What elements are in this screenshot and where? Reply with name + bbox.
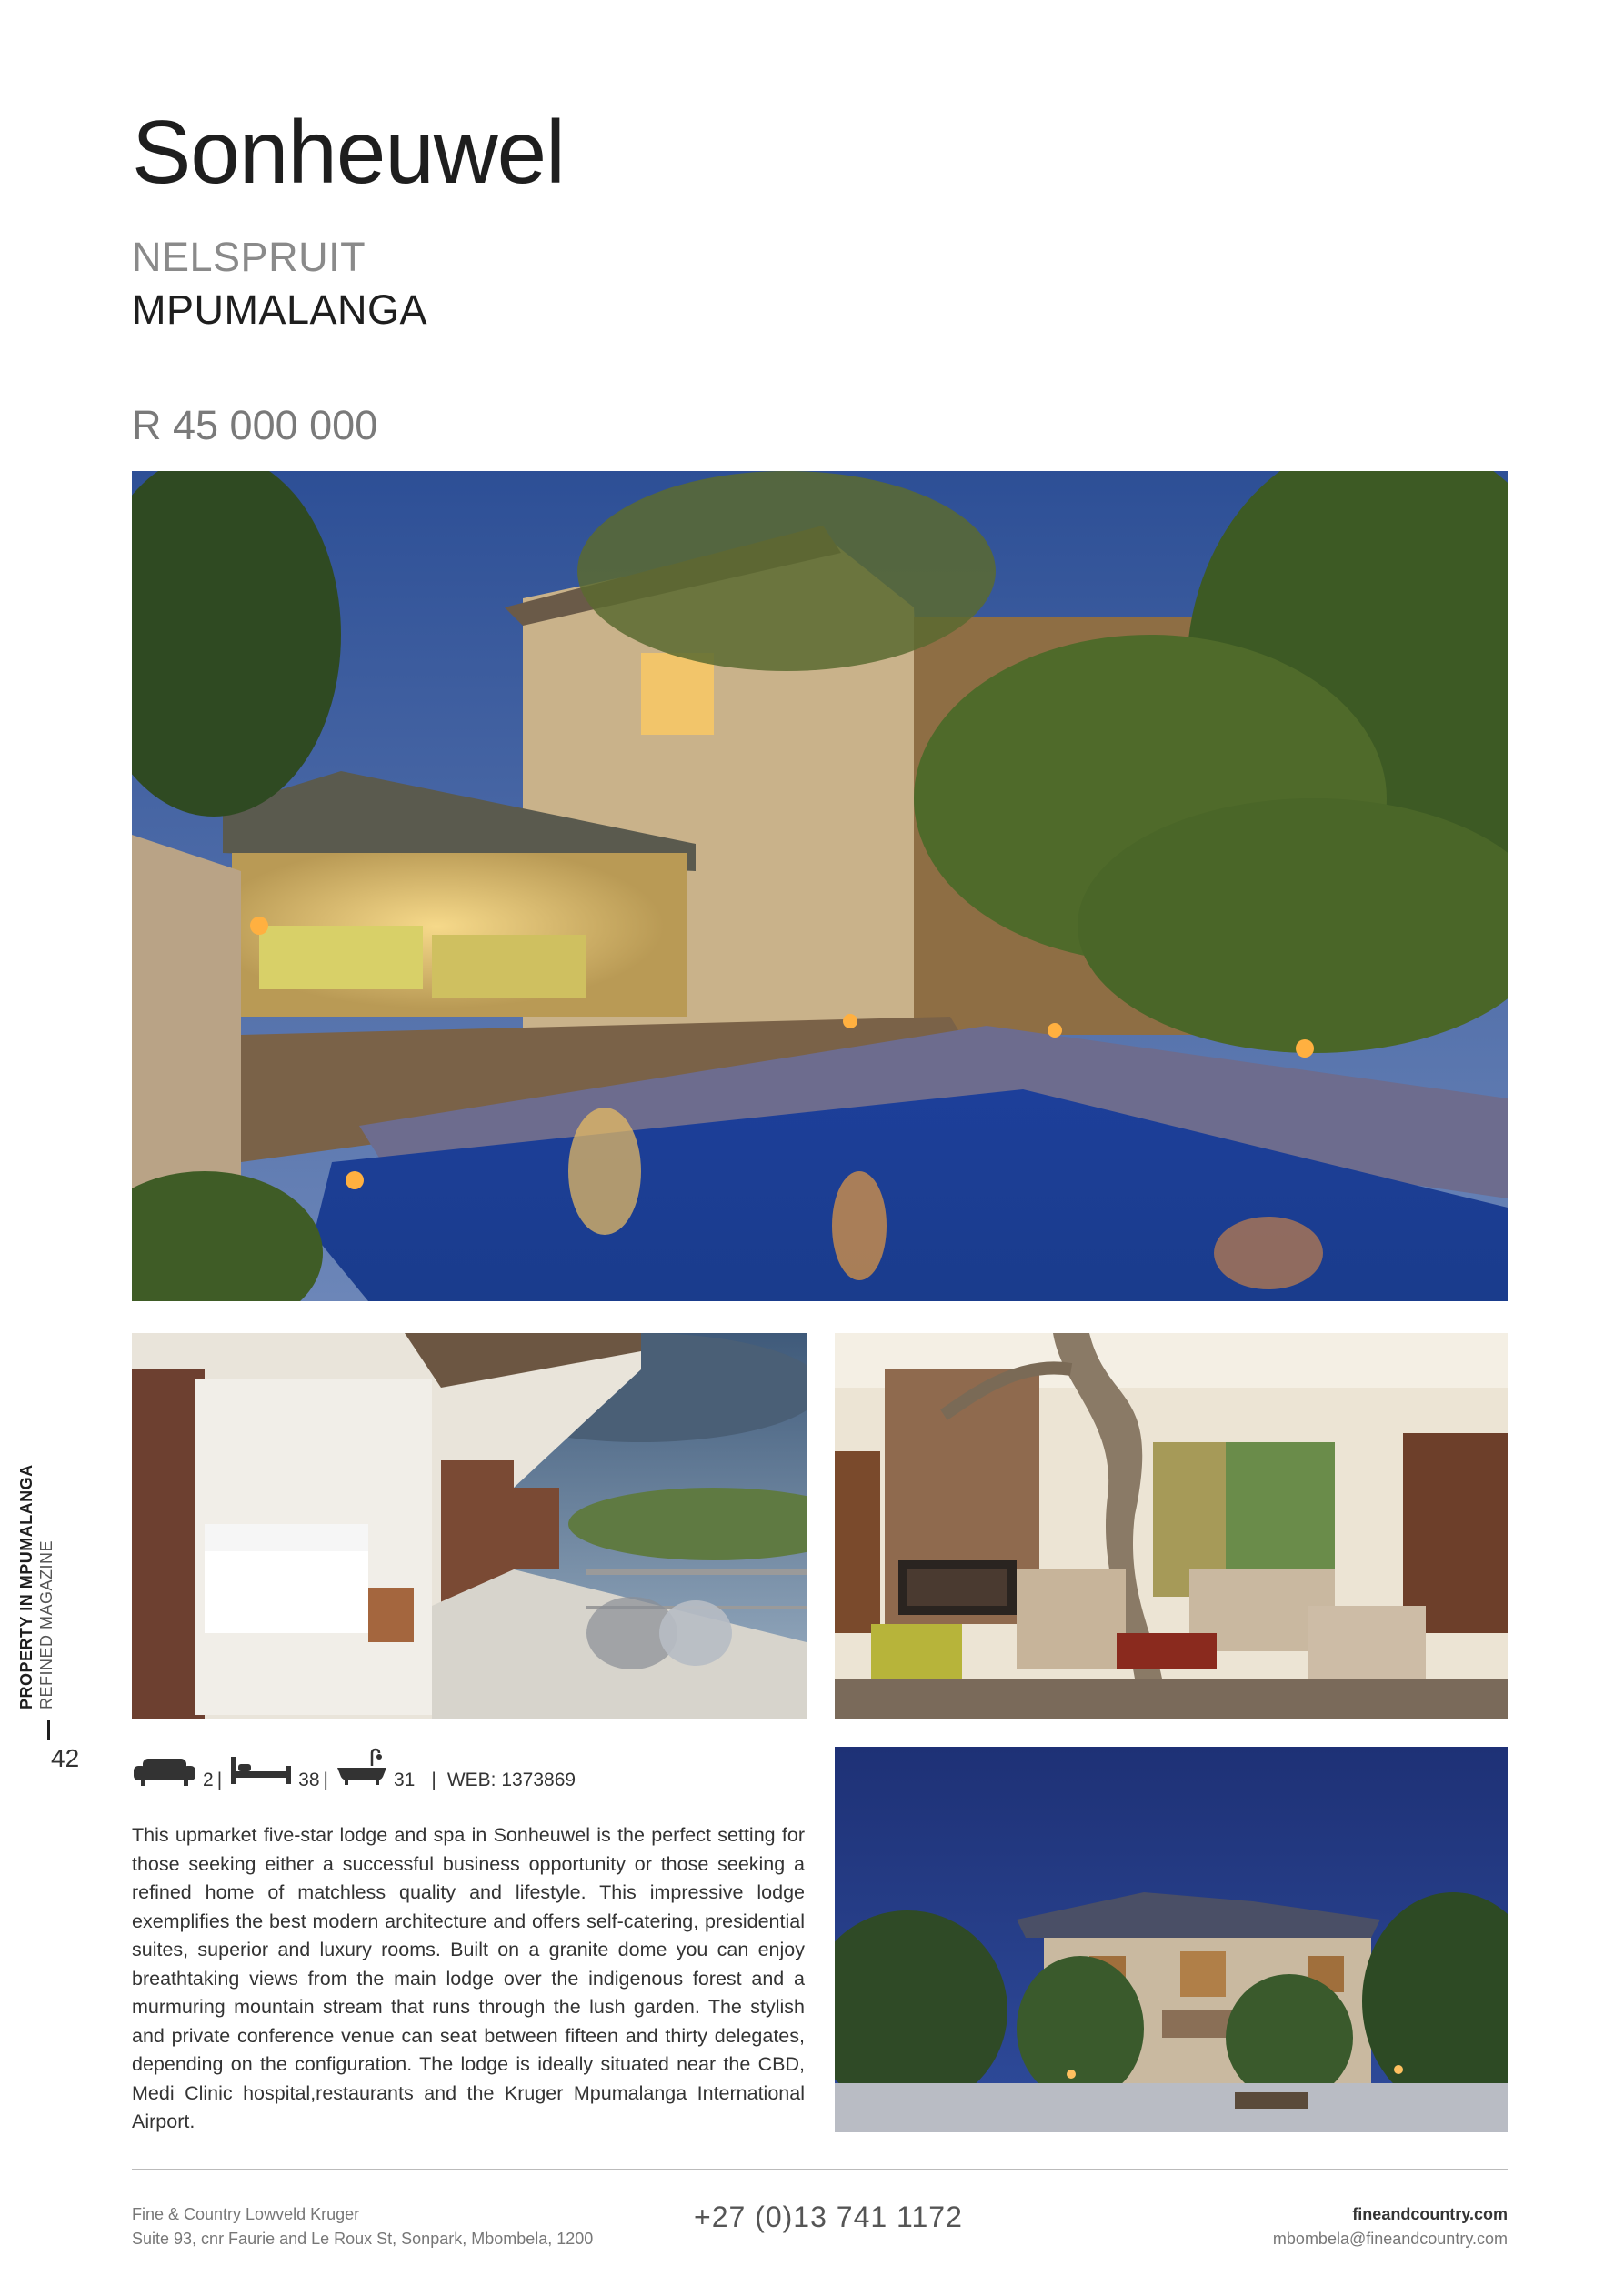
property-description: This upmarket five-star lodge and spa in Sonheuwel is the perfect setting for those seeking either a successful business opportunity or those seeking a refined home of matchless quality and lifestyle. This impressive lodge exemplifies the best modern architecture and offers self-catering, presidential suites, superior and luxury rooms. Built on a granite dome you can enjoy breathtaking views from the main lodge over the indigenous forest and a murmuring mountain stream that runs through the lush garden. The stylish and private conference venue can seat between fifteen and thirty delegates, depending on the configuration. The lodge is ideally situated near the CBD, Medi Clinic hospital,restaurants and the Kruger Mpumalanga International Airport. <box>132 1824 805 2132</box>
footer-office <box>132 2202 593 2251</box>
page-number: 42 <box>51 1744 80 1772</box>
footer-website-link[interactable]: fineandcountry.com <box>1352 2205 1508 2223</box>
property-specs <box>132 1755 576 1791</box>
sidebar-magazine-name: REFINED MAGAZINE <box>37 1539 55 1709</box>
footer-email-link[interactable]: mbombela@fineandcountry.com <box>1272 2230 1508 2248</box>
spec-separator: | <box>431 1770 436 1790</box>
photo-lounge <box>835 1333 1508 1719</box>
photo-bedroom-balcony <box>132 1333 807 1719</box>
office-name: Fine & Country Lowveld Kruger <box>132 2205 360 2223</box>
property-title: Sonheuwel <box>132 102 565 202</box>
sidebar-section-title: PROPERTY IN MPUMALANGA <box>17 1464 35 1709</box>
footer-contact <box>1273 2202 1508 2251</box>
spec-separator: | <box>323 1770 328 1790</box>
bedrooms-count: 38 <box>298 1770 320 1790</box>
bathrooms-count: 31 <box>393 1770 416 1790</box>
sofa-icon <box>132 1755 197 1791</box>
bed-icon <box>229 1755 293 1791</box>
web-reference: WEB: 1373869 <box>446 1770 576 1790</box>
footer-divider <box>132 2169 1508 2170</box>
footer-phone[interactable]: +27 (0)13 741 1172 <box>694 2201 963 2233</box>
sidebar-magazine-label <box>16 1446 71 1709</box>
office-address: Suite 93, cnr Faurie and Le Roux St, Sonpark, Mbombela, 1200 <box>132 2230 594 2248</box>
bath-icon <box>336 1748 388 1791</box>
photo-exterior-night <box>835 1747 1508 2132</box>
page-number-divider <box>47 1720 50 1740</box>
property-city: NELSPRUIT <box>132 234 366 280</box>
spec-separator: | <box>216 1770 223 1790</box>
property-price: R 45 000 000 <box>132 402 378 448</box>
property-region: MPUMALANGA <box>132 286 428 333</box>
receptions-count: 2 <box>203 1770 214 1790</box>
hero-photo-pool <box>132 471 1508 1301</box>
